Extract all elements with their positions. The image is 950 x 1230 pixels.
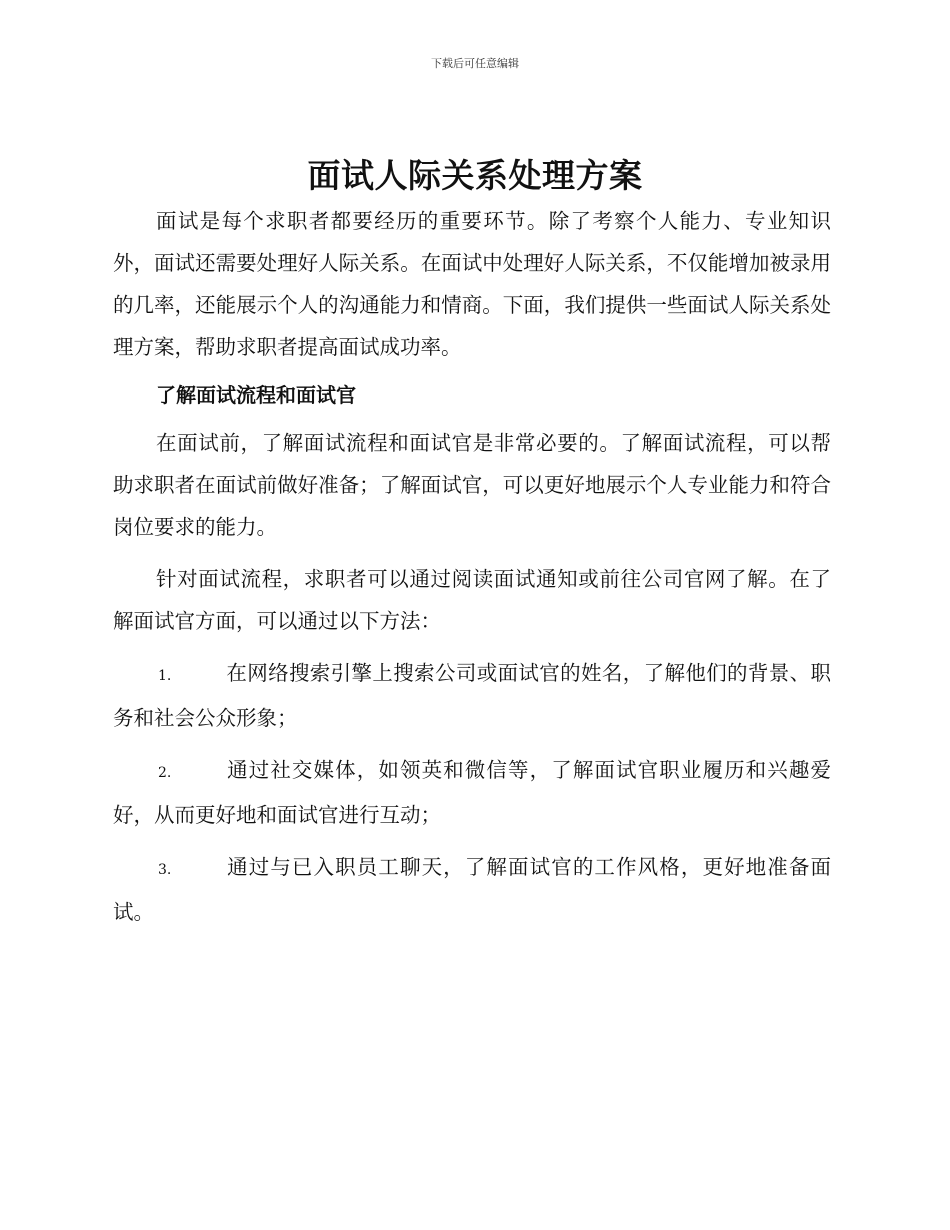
section-paragraph-2: 针对面试流程，求职者可以通过阅读面试通知或前往公司官网了解。在了解面试官方面，可以通过以下方法：: [113, 567, 831, 633]
intro-paragraph: 面试是每个求职者都要经历的重要环节。除了考察个人能力、专业知识外，面试还需要处理好人际关系。在面试中处理好人际关系，不仅能增加被录用的几率，还能展示个人的沟通能力和情商。下面，我们提供一些面试人际关系处理方案，帮助求职者提高面试成功率。: [113, 209, 831, 359]
section-heading: 了解面试流程和面试官: [156, 383, 356, 407]
document-title: 面试人际关系处理方案: [307, 156, 643, 195]
list-text: 在网络搜索引擎上搜索公司或面试官的姓名，了解他们的背景、职务和社会公众形象；: [113, 661, 831, 730]
list-text: 通过与已入职员工聊天，了解面试官的工作风格，更好地准备面试。: [113, 855, 831, 924]
document-body: [113, 200, 831, 933]
list-text: 通过社交媒体，如领英和微信等，了解面试官职业履历和兴趣爱好，从而更好地和面试官进行互动；: [113, 758, 831, 827]
list-number: 2.: [158, 765, 172, 781]
list-number: 3.: [158, 862, 172, 878]
section-paragraph-1: 在面试前，了解面试流程和面试官是非常必要的。了解面试流程，可以帮助求职者在面试前做好准备；了解面试官，可以更好地展示个人专业能力和符合岗位要求的能力。: [113, 431, 831, 539]
list-item: [113, 749, 831, 836]
list-item: [113, 846, 831, 933]
list-number: 1.: [158, 668, 172, 684]
header-note: 下载后可任意编辑: [431, 57, 519, 70]
list-item: [113, 652, 831, 739]
